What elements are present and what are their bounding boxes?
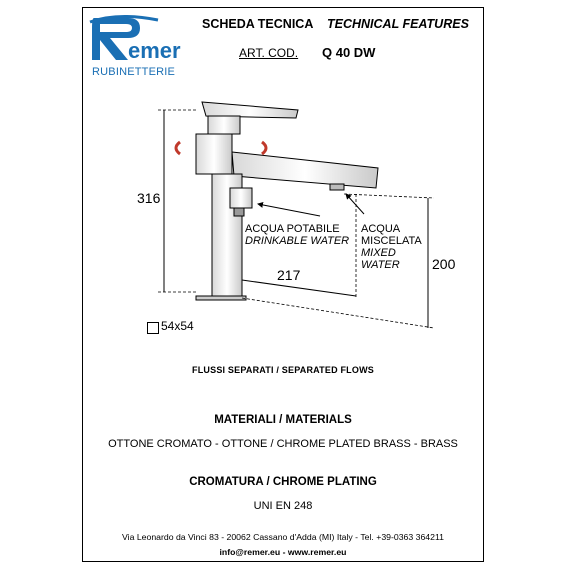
mixed-water-label-en-1: MIXED bbox=[361, 247, 396, 259]
cartridge-body bbox=[196, 134, 232, 174]
remer-logo-mark bbox=[88, 14, 193, 66]
plating-heading: CROMATURA / CHROME PLATING bbox=[189, 476, 377, 488]
rotation-arrow-left bbox=[176, 142, 180, 154]
faucet-drawing bbox=[150, 98, 450, 338]
mixed-water-label-it-2: MISCELATA bbox=[361, 235, 422, 247]
square-section-icon bbox=[147, 322, 159, 334]
company-address: Via Leonardo da Vinci 83 - 20062 Cassano d'Adda (MI) Italy - Tel. +39-0363 364211 bbox=[122, 532, 444, 542]
rotation-arrow-right bbox=[262, 142, 266, 154]
contact-line bbox=[83, 547, 483, 557]
materials-text: OTTONE CROMATO - OTTONE / CHROME PLATED BRASS - BRASS bbox=[108, 438, 458, 450]
art-code-value: Q 40 DW bbox=[322, 45, 376, 60]
spout bbox=[232, 152, 378, 188]
contact-separator: - bbox=[282, 547, 286, 557]
logo-subtitle: RUBINETTERIE bbox=[92, 66, 176, 78]
mixed-water-label-en-2: WATER bbox=[361, 259, 400, 271]
height-total-dimension: 316 bbox=[137, 190, 161, 206]
svg-text:emer: emer bbox=[128, 38, 181, 63]
spout-outlet bbox=[330, 184, 344, 190]
separated-flows-note: FLUSSI SEPARATI / SEPARATED FLOWS bbox=[192, 365, 374, 375]
drinking-outlet bbox=[230, 188, 252, 208]
spout-reach-dimension: 217 bbox=[277, 267, 301, 283]
art-code-label: ART. COD. bbox=[239, 46, 299, 60]
materials-heading: MATERIALI / MATERIALS bbox=[214, 414, 352, 426]
potable-water-label-en: DRINKABLE WATER bbox=[245, 235, 350, 247]
website-link[interactable]: www.remer.eu bbox=[287, 547, 347, 557]
email-link[interactable]: info@remer.eu bbox=[219, 547, 281, 557]
plating-text: UNI EN 248 bbox=[253, 500, 313, 512]
base-size-label: 54x54 bbox=[161, 319, 194, 333]
potable-water-label-it: ACQUA POTABILE bbox=[245, 223, 340, 235]
spout-height-dimension: 200 bbox=[432, 256, 456, 272]
base-plate bbox=[196, 296, 246, 300]
mixed-water-label-it-1: ACQUA bbox=[361, 223, 401, 235]
title-italian: SCHEDA TECNICA bbox=[202, 17, 314, 31]
lever-cap bbox=[208, 116, 240, 134]
title-english: TECHNICAL FEATURES bbox=[327, 17, 469, 31]
